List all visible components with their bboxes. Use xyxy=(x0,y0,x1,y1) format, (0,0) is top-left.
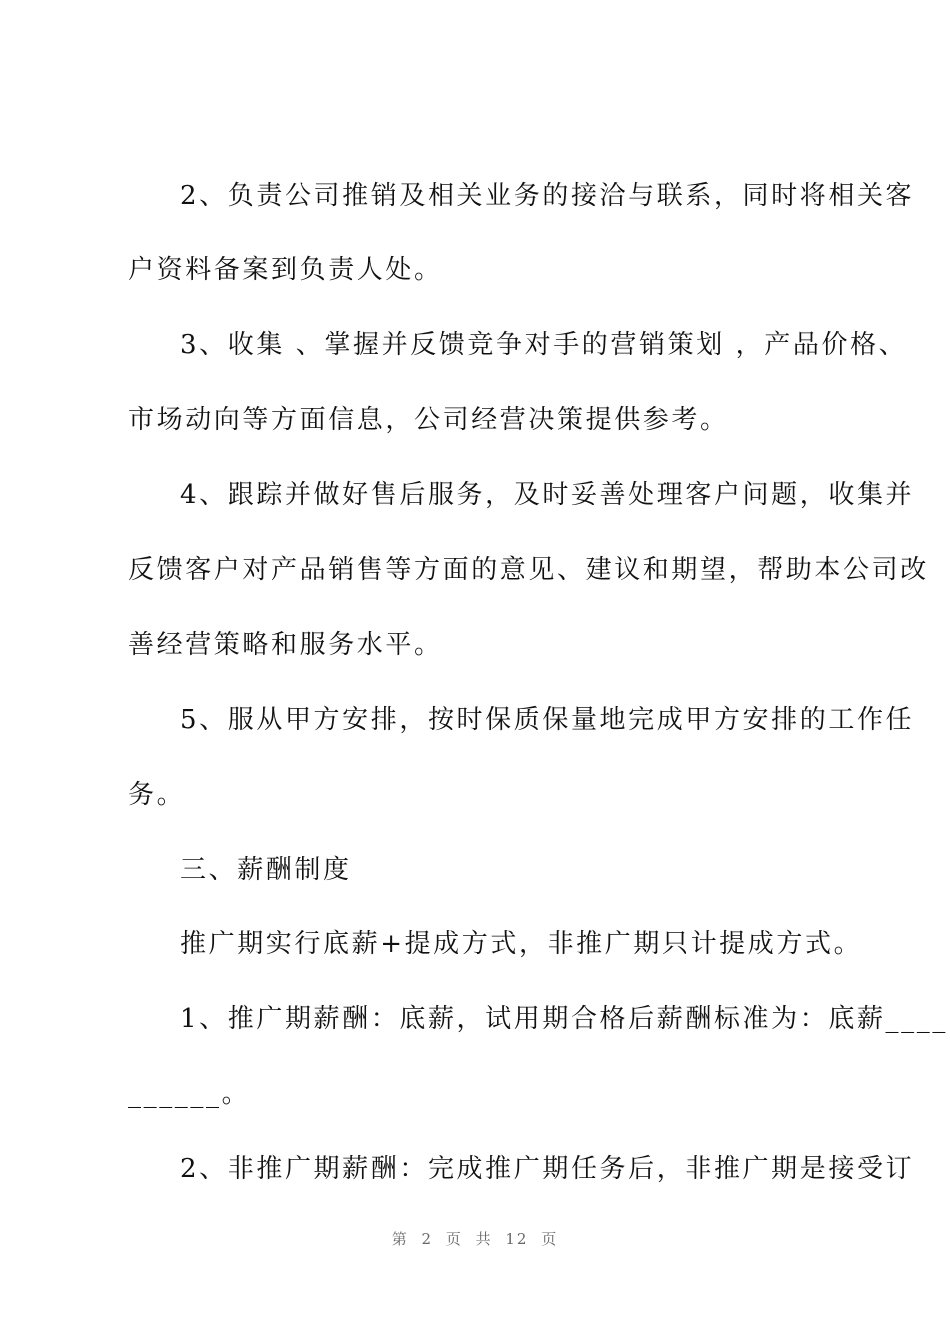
paragraph-line: 务。 xyxy=(128,780,186,810)
paragraph-line: 5、服从甲方安排，按时保质保量地完成甲方安排的工作任 xyxy=(180,705,915,735)
paragraph-line: 3、收集 、掌握并反馈竞争对手的营销策划 ，产品价格、 xyxy=(180,330,908,360)
section-heading: 三、薪酬制度 xyxy=(180,855,352,885)
paragraph-line: 推广期实行底薪+提成方式，非推广期只计提成方式。 xyxy=(180,929,863,959)
paragraph-line: 1、推广期薪酬：底薪，试用期合格后薪酬标准为：底薪____ xyxy=(180,1004,948,1034)
paragraph-line: 4、跟踪并做好售后服务，及时妥善处理客户问题，收集并 xyxy=(180,480,915,510)
paragraph-line: 2、负责公司推销及相关业务的接洽与联系，同时将相关客 xyxy=(180,181,915,211)
paragraph-line: 善经营策略和服务水平。 xyxy=(128,630,443,660)
page-number-footer: 第 2 页 共 12 页 xyxy=(391,1230,559,1248)
paragraph-line: 反馈客户对产品销售等方面的意见、建议和期望，帮助本公司改 xyxy=(128,555,929,585)
paragraph-line: 2、非推广期薪酬：完成推广期任务后，非推广期是接受订 xyxy=(180,1154,915,1184)
paragraph-line: ______。 xyxy=(128,1079,251,1109)
paragraph-line: 户资料备案到负责人处。 xyxy=(128,255,443,285)
paragraph-line: 市场动向等方面信息，公司经营决策提供参考。 xyxy=(128,405,729,435)
